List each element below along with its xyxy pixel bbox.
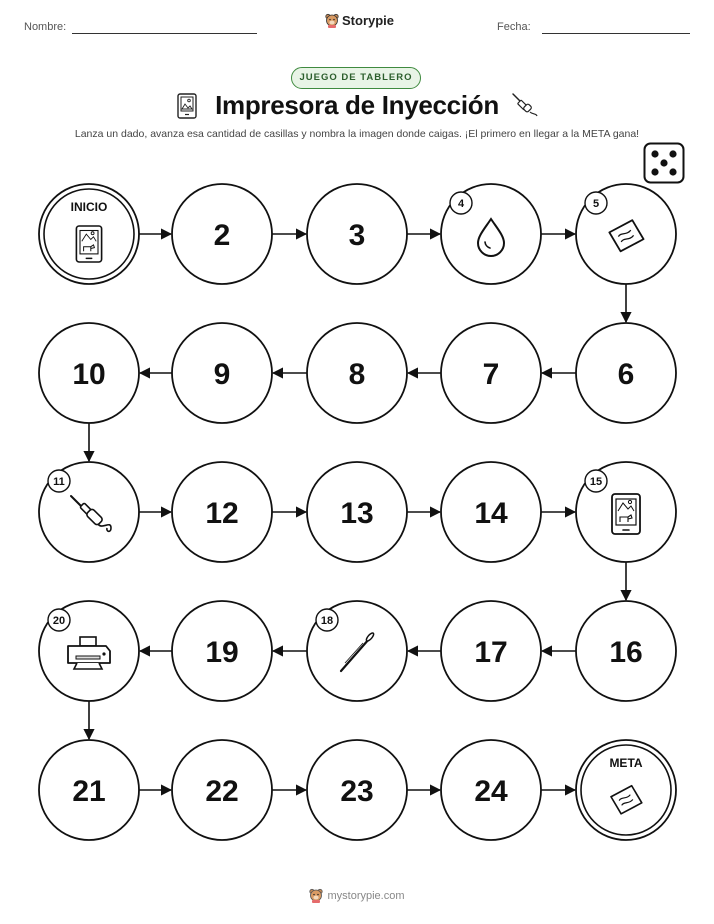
cell-number: 9 <box>213 358 231 391</box>
board-cell-2[interactable] <box>172 184 272 284</box>
board-cell-4[interactable] <box>441 184 541 284</box>
cell-number: 16 <box>609 636 643 669</box>
finish-label: META <box>609 756 643 770</box>
board-cell-6[interactable] <box>576 323 676 423</box>
cell-number: 14 <box>474 497 508 530</box>
tablet-picture-icon <box>612 494 640 534</box>
page-title: Impresora de Inyección <box>215 90 499 120</box>
cell-number: 2 <box>213 219 231 252</box>
cell-number: 7 <box>482 358 500 391</box>
cell-number: 15 <box>589 476 603 488</box>
cell-number: 19 <box>205 636 239 669</box>
board-cell-13[interactable] <box>307 462 407 562</box>
cell-number: 21 <box>72 775 106 808</box>
board-cell-24[interactable] <box>441 740 541 840</box>
cell-number: 3 <box>348 219 366 252</box>
board-cell-18[interactable] <box>307 601 407 701</box>
cell-number: 20 <box>52 615 66 627</box>
bear-mascot-icon <box>309 888 323 903</box>
board-cell-20[interactable] <box>39 601 139 701</box>
board-cell-22[interactable] <box>172 740 272 840</box>
board-cell-10[interactable] <box>39 323 139 423</box>
cell-number: 6 <box>617 358 635 391</box>
cell-number: 13 <box>340 497 374 530</box>
start-label: INICIO <box>70 200 108 214</box>
board-cell-23[interactable] <box>307 740 407 840</box>
footer-url[interactable]: mystorypie.com <box>327 889 405 902</box>
brand-name: Storypie <box>342 13 395 28</box>
name-label: Nombre: <box>24 21 67 33</box>
cell-number: 24 <box>474 775 508 808</box>
board-cell-15[interactable] <box>576 462 676 562</box>
cell-number: 10 <box>72 358 106 391</box>
cell-number: 17 <box>474 636 508 669</box>
board-cell-1[interactable] <box>39 184 139 284</box>
board-cell-7[interactable] <box>441 323 541 423</box>
cell-number: 22 <box>205 775 239 808</box>
board-cell-12[interactable] <box>172 462 272 562</box>
board-cell-21[interactable] <box>39 740 139 840</box>
footer <box>0 888 714 903</box>
date-label: Fecha: <box>497 21 531 33</box>
cell-number: 23 <box>340 775 374 808</box>
cell-number: 5 <box>592 198 600 210</box>
board-cell-16[interactable] <box>576 601 676 701</box>
tablet-picture-icon <box>76 226 101 262</box>
cell-number: 11 <box>53 476 65 488</box>
game-type-badge: JUEGO DE TABLERO <box>291 67 421 89</box>
board-cell-5[interactable] <box>576 184 676 284</box>
cell-number: 4 <box>457 198 465 210</box>
board-cell-17[interactable] <box>441 601 541 701</box>
cell-number: 18 <box>320 615 334 627</box>
board-cell-25[interactable] <box>576 740 676 840</box>
board-cell-14[interactable] <box>441 462 541 562</box>
board-cell-11[interactable] <box>39 462 139 562</box>
cell-number: 8 <box>348 358 366 391</box>
instructions: Lanza un dado, avanza esa cantidad de casillas y nombra la imagen donde caigas. ¡El primero en llegar a la META gana! <box>74 128 640 140</box>
board-cell-19[interactable] <box>172 601 272 701</box>
board-cell-3[interactable] <box>307 184 407 284</box>
board-cell-8[interactable] <box>307 323 407 423</box>
cell-number: 12 <box>205 497 239 530</box>
board-cell-9[interactable] <box>172 323 272 423</box>
